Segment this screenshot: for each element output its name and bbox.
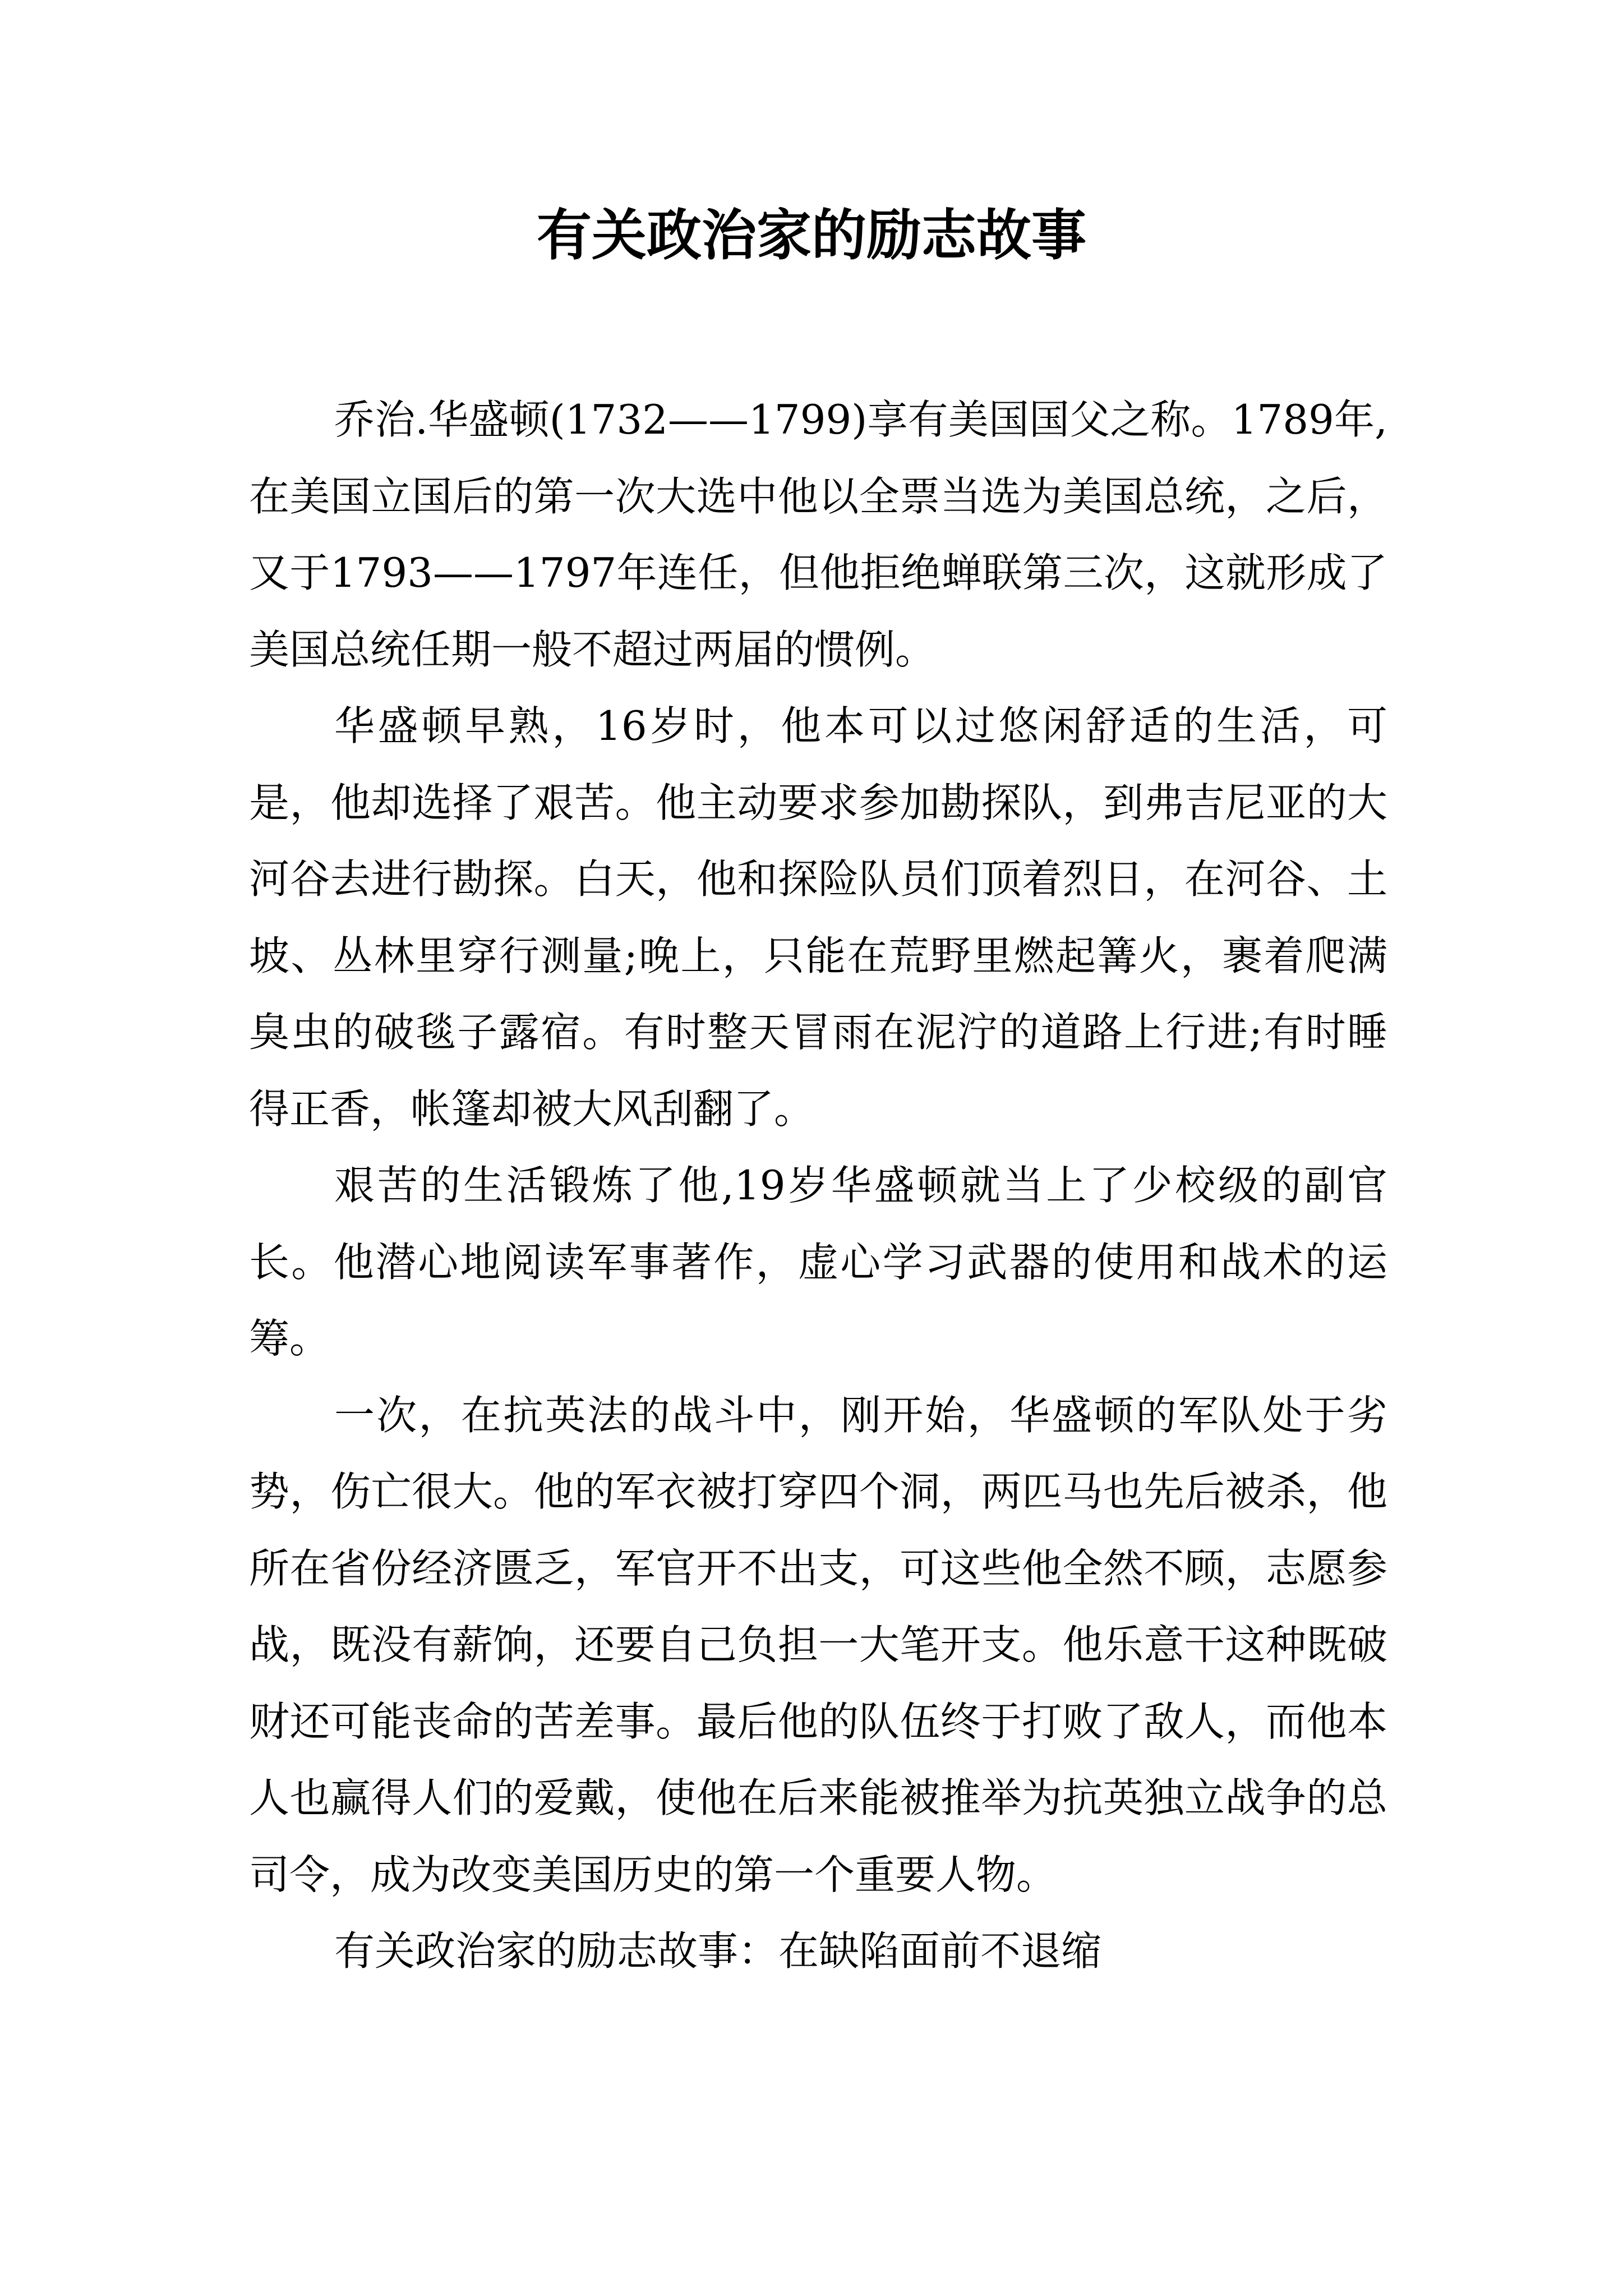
document-title: 有关政治家的励志故事 xyxy=(536,203,1086,268)
document-body xyxy=(249,381,1387,1990)
paragraph-military-training: 艰苦的生活锻炼了他,19岁华盛顿就当上了少校级的副官长。他潜心地阅读军事著作，虚心学习武器的使用和战术的运筹。 xyxy=(249,1162,1387,1362)
paragraph-battle-story: 一次，在抗英法的战斗中，刚开始，华盛顿的军队处于劣势，伤亡很大。他的军衣被打穿四个洞，两匹马也先后被杀，他所在省份经济匮乏，军官开不出支，可这些他全然不顾，志愿参战，既没有薪饷，还要自己负担一大笔开支。他乐意干这种既破财还可能丧命的苦差事。最后他的队伍终于打败了敌人，而他本人也赢得人们的爱戴，使他在后来能被推举为抗英独立战争的总司令，成为改变美国历史的第一个重要人物。 xyxy=(249,1391,1387,1898)
paragraph-next-section-heading: 有关政治家的励志故事：在缺陷面前不退缩 xyxy=(334,1927,1102,1975)
paragraph-washington-intro: 乔治.华盛顿(1732——1799)享有美国国父之称。1789年,在美国立国后的第一次大选中他以全票当选为美国总统，之后，又于1793——1797年连任，但他拒绝蝉联第三次，这就形成了美国总统任期一般不超过两届的惯例。 xyxy=(249,396,1387,673)
paragraph-early-hardship: 华盛顿早熟，16岁时，他本可以过悠闲舒适的生活，可是，他却选择了艰苦。他主动要求参加勘探队，到弗吉尼亚的大河谷去进行勘探。白天，他和探险队员们顶着烈日，在河谷、土坡、丛林里穿行测量;晚上，只能在荒野里燃起篝火，裹着爬满臭虫的破毯子露宿。有时整天冒雨在泥泞的道路上行进;有时睡得正香，帐篷却被大风刮翻了。 xyxy=(249,702,1387,1133)
